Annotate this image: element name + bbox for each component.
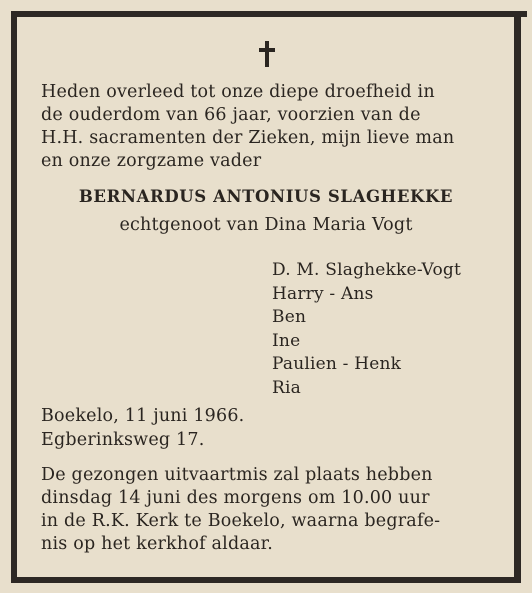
border-top [11, 11, 527, 17]
spouse-line: echtgenoot van Dina Maria Vogt [119, 215, 413, 235]
border-left [11, 11, 17, 583]
address: Egberinksweg 17. [41, 430, 205, 450]
intro-paragraph [41, 81, 501, 173]
funeral-line: nis op het kerkhof aldaar. [41, 534, 274, 554]
funeral-paragraph [41, 464, 501, 556]
intro-line: de ouderdom van 66 jaar, voorzien van de [41, 105, 421, 125]
family-member: Ria [272, 377, 301, 398]
family-member: Ine [272, 330, 301, 351]
intro-line: en onze zorgzame vader [41, 151, 262, 171]
family-member: Paulien - Henk [272, 354, 402, 374]
cross-icon [259, 41, 275, 67]
funeral-line: dinsdag 14 juni des morgens om 10.00 uur [41, 488, 430, 508]
funeral-line: De gezongen uitvaartmis zal plaats hebben [41, 465, 433, 485]
deceased-name: BERNARDUS ANTONIUS SLAGHEKKE [78, 187, 454, 206]
family-list [272, 259, 461, 400]
place-date: Boekelo, 11 juni 1966. [41, 406, 245, 426]
family-member: Harry - Ans [272, 283, 374, 304]
family-member: D. M. Slaghekke-Vogt [272, 260, 461, 280]
border-right [514, 11, 521, 583]
border-bottom [11, 577, 521, 583]
place-block [41, 404, 244, 452]
intro-line: Heden overleed tot onze diepe droefheid in [41, 82, 435, 102]
intro-line: H.H. sacramenten der Zieken, mijn lieve man [41, 128, 455, 148]
family-member: Ben [272, 307, 307, 327]
funeral-line: in de R.K. Kerk te Boekelo, waarna begrafe- [41, 511, 441, 531]
